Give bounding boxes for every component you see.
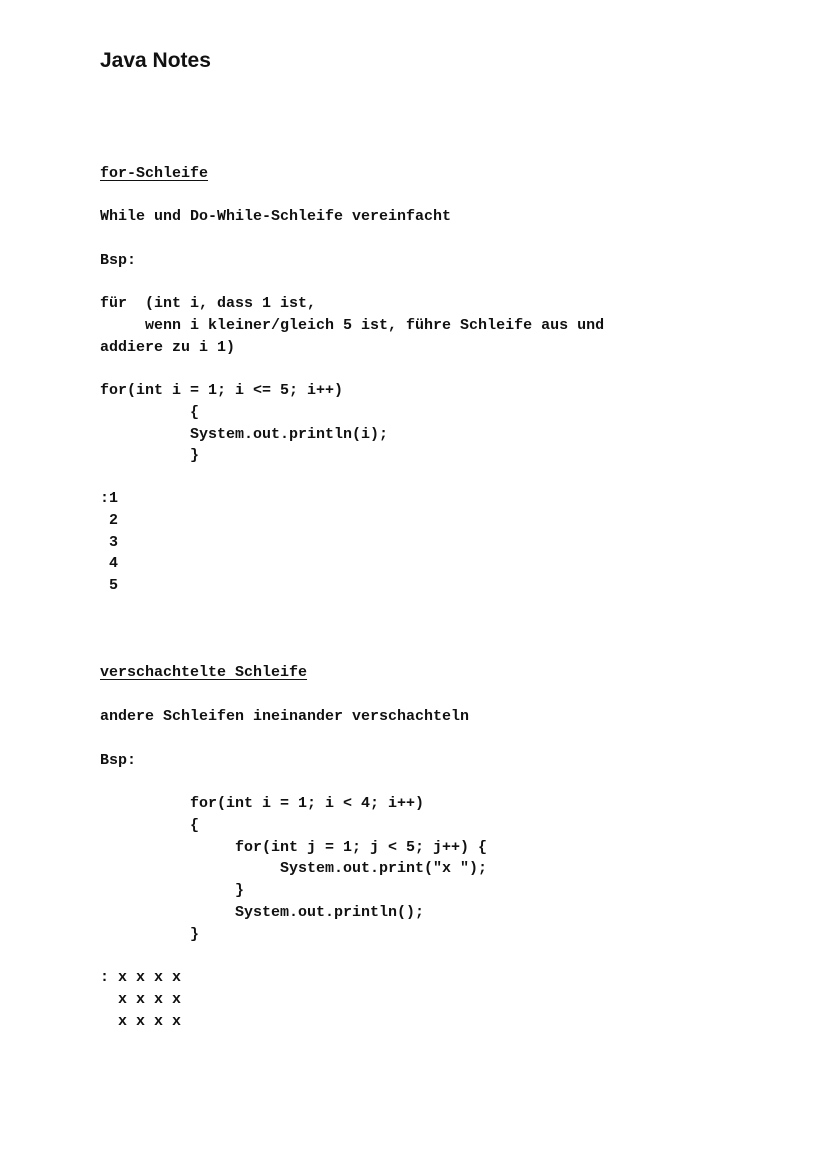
section-description: andere Schleifen ineinander verschachteln [100, 708, 470, 725]
section-description: While und Do-While-Schleife vereinfacht [100, 208, 452, 225]
code-line: for(int i = 1; i < 4; i++) [100, 795, 425, 812]
code-line: { [100, 403, 200, 421]
example-label: Bsp: [100, 752, 137, 769]
code-block [100, 380, 388, 467]
section-heading-for-loop: for-Schleife [100, 165, 209, 182]
page-title: Java Notes [100, 49, 211, 72]
code-line: { [100, 816, 200, 834]
output-line: 4 [100, 555, 119, 573]
code-line: } [100, 882, 245, 900]
code-block [100, 793, 487, 946]
output-block [100, 488, 118, 597]
explanation-block [100, 293, 604, 358]
output-line: : x x x x [100, 969, 182, 986]
section-heading-nested-loop: verschachtelte Schleife [100, 664, 308, 681]
code-line: } [100, 447, 200, 465]
output-line: 5 [100, 577, 119, 595]
code-line: System.out.println(); [100, 903, 425, 921]
output-line: x x x x [100, 1012, 182, 1030]
output-line: :1 [100, 490, 119, 507]
code-line: for(int j = 1; j < 5; j++) { [100, 838, 488, 856]
example-label: Bsp: [100, 252, 137, 269]
explanation-line: wenn i kleiner/gleich 5 ist, führe Schleife aus und [100, 316, 605, 334]
output-line: 3 [100, 533, 119, 551]
output-line: x x x x [100, 990, 182, 1008]
code-line: System.out.print("x "); [100, 860, 488, 878]
explanation-line: addiere zu i 1) [100, 338, 236, 356]
output-block [100, 967, 181, 1032]
output-line: 2 [100, 511, 119, 529]
code-line: System.out.println(i); [100, 425, 389, 443]
code-line: } [100, 925, 200, 943]
code-line: for(int i = 1; i <= 5; i++) [100, 382, 344, 399]
explanation-line: für (int i, dass 1 ist, [100, 295, 317, 312]
